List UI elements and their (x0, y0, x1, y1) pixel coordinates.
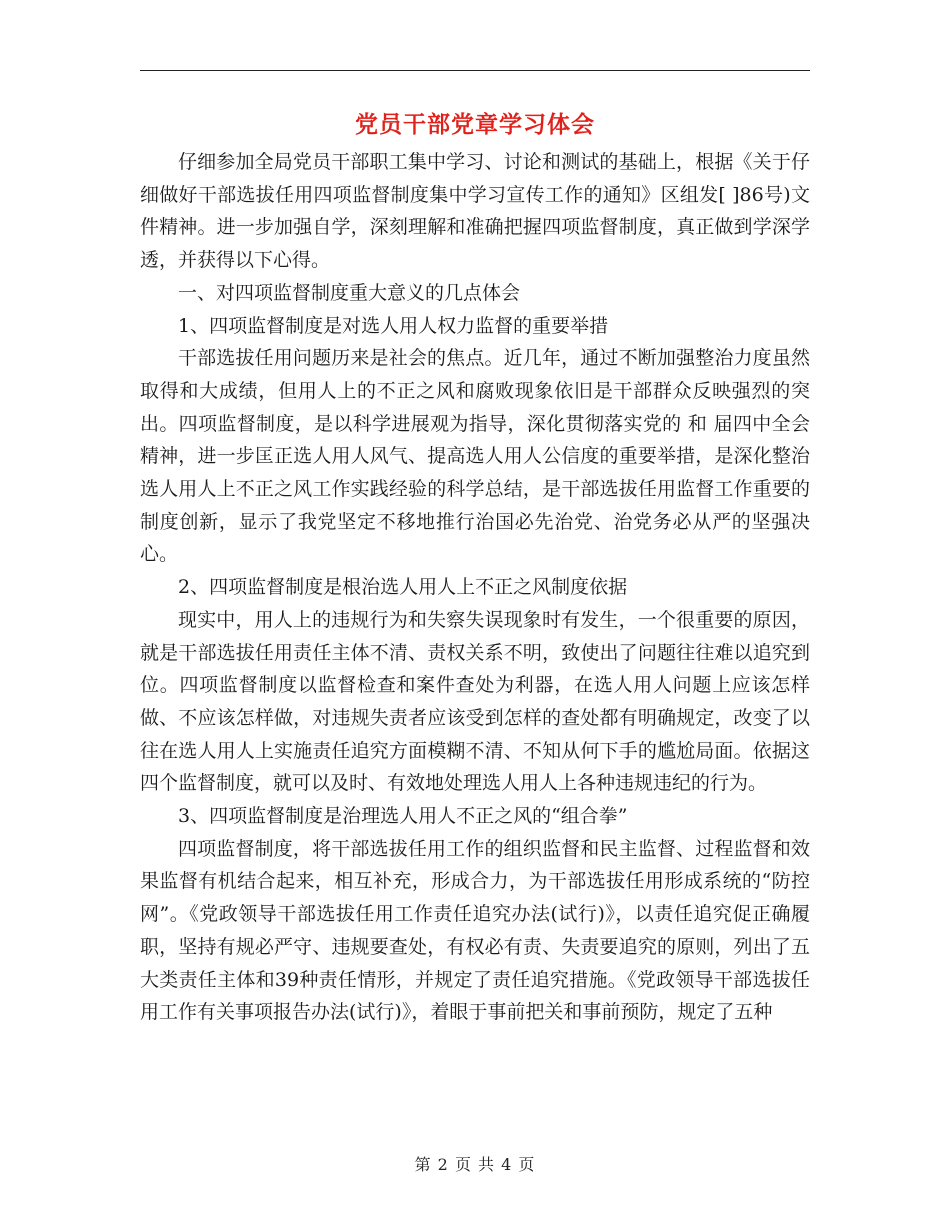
subheading-3: 3、四项监督制度是治理选人用人不正之风的“组合拳” (178, 805, 628, 828)
header-rule (140, 70, 810, 71)
paragraph-3: 四项监督制度，将干部选拔任用工作的组织监督和民主监督、过程监督和效果监督有机结合起来，相互补充，形成合力，为干部选拔任用形成系统的“防控网”。《党政领导干部选拔任用工作责任追究办法(试行)》，以责任追究促正确履职，坚持有规必严守、违规要查处，有权必有责、失责要追究的原则，列出了五大类责任主体和39种责任情形，并规定了责任追究措施。《党政领导干部选拔任用工作有关事项报告办法(试行)》，着眼于事前把关和事前预防，规定了五种 (140, 837, 810, 1024)
page-number-footer: 第 2 页 共 4 页 (414, 1155, 536, 1174)
document-title: 党员干部党章学习体会 (355, 111, 595, 138)
document-body (140, 146, 810, 1029)
section-heading-1: 一、对四项监督制度重大意义的几点体会 (178, 281, 521, 304)
subheading-1: 1、四项监督制度是对选人用人权力监督的重要举措 (178, 314, 609, 337)
paragraph-intro: 仔细参加全局党员干部职工集中学习、讨论和测试的基础上，根据《关于仔细做好干部选拔任用四项监督制度集中学习宣传工作的通知》区组发[ ]86号)文件精神。进一步加强自学，深刻理解和准确把握四项监督制度，真正做到学深学透，并获得以下心得。 (140, 151, 810, 272)
paragraph-2: 现实中，用人上的违规行为和失察失误现象时有发生，一个很重要的原因，就是干部选拔任用责任主体不清、责权关系不明，致使出了问题往往难以追究到位。四项监督制度以监督检查和案件查处为利器，在选人用人问题上应该怎样做、不应该怎样做，对违规失责者应该受到怎样的查处都有明确规定，改变了以往在选人用人上实施责任追究方面模糊不清、不知从何下手的尴尬局面。依据这四个监督制度，就可以及时、有效地处理选人用人上各种违规违纪的行为。 (140, 608, 810, 795)
paragraph-1: 干部选拔任用问题历来是社会的焦点。近几年，通过不断加强整治力度虽然取得和大成绩，但用人上的不正之风和腐败现象依旧是干部群众反映强烈的突出。四项监督制度，是以科学进展观为指导，深化贯彻落实党的 和 届四中全会精神，进一步匡正选人用人风气、提高选人用人公信度的重要举措，是深化整治选人用人上不正之风工作实践经验的科学总结，是干部选拔任用监督工作重要的制度创新，显示了我党坚定不移地推行治国必先治党、治党务必从严的坚强决心。 (140, 347, 810, 566)
subheading-2: 2、四项监督制度是根治选人用人上不正之风制度依据 (178, 576, 628, 599)
